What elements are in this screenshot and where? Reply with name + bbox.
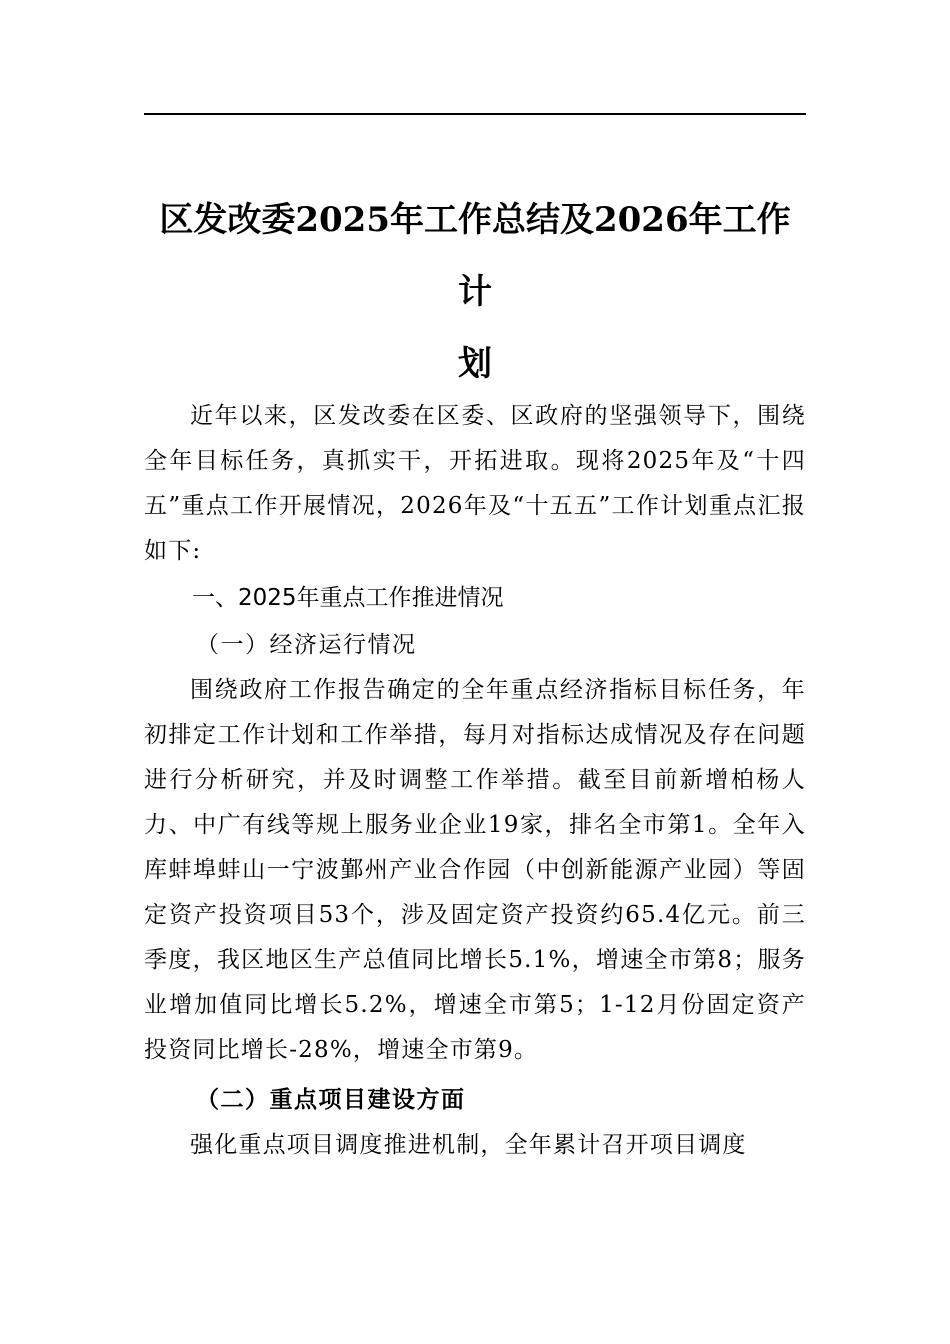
subsection-heading-2: （二）重点项目建设方面: [196, 1086, 466, 1113]
intro-paragraph: 近年以来，区发改委在区委、区政府的坚强领导下，围绕全年目标任务，真抓实干，开拓进取。现将2025年及“十四五”重点工作开展情况，2026年及“十五五”工作计划重点汇报如下:: [144, 403, 806, 564]
document-body: [144, 394, 806, 1168]
subsection-heading-1: （一）经济运行情况: [196, 632, 417, 658]
document-title: [144, 184, 806, 400]
section-heading-1: 一、2025年重点工作推进情况: [192, 585, 504, 611]
subsection-2-paragraph: 强化重点项目调度推进机制，全年累计召开项目调度: [190, 1132, 747, 1158]
header-rule: [144, 113, 806, 115]
title-line-2: 划: [458, 344, 492, 384]
title-line-1: 区发改委2025年工作总结及2026年工作计: [159, 200, 791, 312]
subsection-1-paragraph: 围绕政府工作报告确定的全年重点经济指标目标任务，年初排定工作计划和工作举措，每月对指标达成情况及存在问题进行分析研究，并及时调整工作举措。截至目前新增柏杨人力、中广有线等规上服务业企业19家，排名全市第1。全年入库蚌埠蚌山一宁波鄞州产业合作园（中创新能源产业园）等固定资产投资项目53个，涉及固定资产投资约65.4亿元。前三季度，我区地区生产总值同比增长5.1%，增速全市第8；服务业增加值同比增长5.2%，增速全市第5；1-12月份固定资产投资同比增长-28%，增速全市第9。: [144, 677, 806, 1063]
